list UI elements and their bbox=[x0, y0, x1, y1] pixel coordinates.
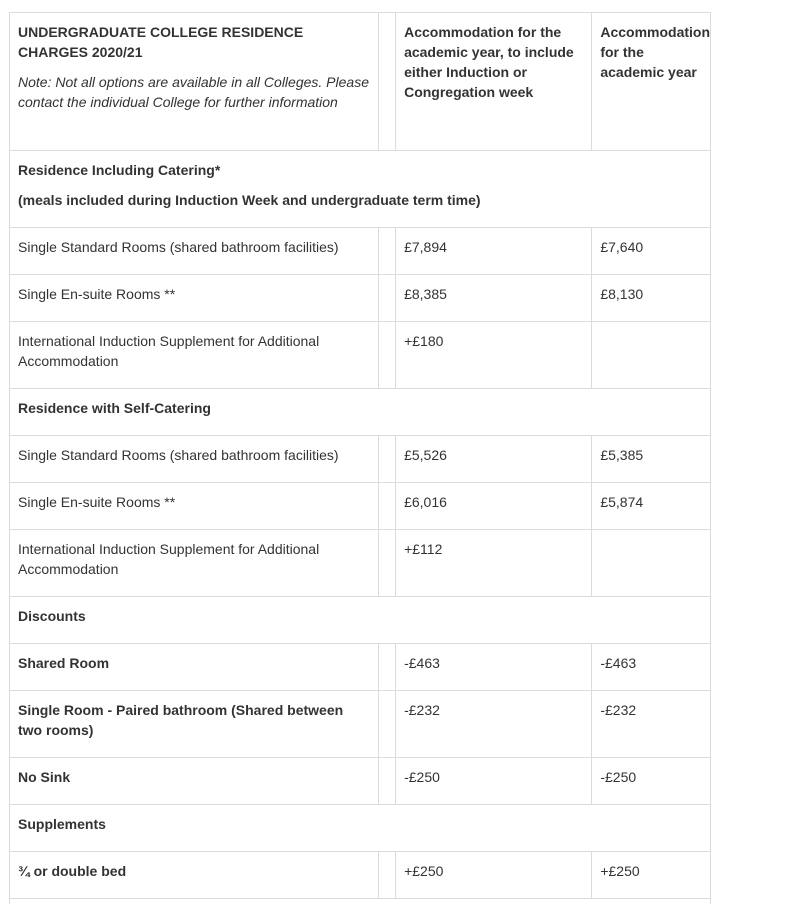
section-row bbox=[10, 805, 711, 852]
section-discounts bbox=[10, 597, 711, 644]
table-row bbox=[10, 275, 711, 322]
row-label: No Sink bbox=[10, 758, 379, 805]
spacer-cell bbox=[378, 13, 395, 151]
spacer-cell bbox=[378, 691, 395, 758]
spacer-cell bbox=[378, 228, 395, 275]
row-academic-value: £7,640 bbox=[592, 228, 711, 275]
spacer-cell bbox=[378, 322, 395, 389]
row-induction-value: -£250 bbox=[396, 758, 592, 805]
section-subtitle: (meals included during Induction Week and undergraduate term time) bbox=[18, 192, 481, 208]
section-title: Supplements bbox=[18, 816, 106, 832]
row-induction-value: £8,385 bbox=[396, 275, 592, 322]
row-induction-value: +£112 bbox=[396, 530, 592, 597]
row-induction-value: £7,894 bbox=[396, 228, 592, 275]
section-supplements bbox=[10, 805, 711, 852]
row-academic-value bbox=[592, 322, 711, 389]
row-academic-value: £8,130 bbox=[592, 275, 711, 322]
row-induction-value: -£232 bbox=[396, 691, 592, 758]
spacer-cell bbox=[378, 758, 395, 805]
section-catering bbox=[10, 151, 711, 228]
row-label: Shared Room bbox=[10, 644, 379, 691]
row-label: Single Standard Rooms (shared bathroom facilities) bbox=[10, 436, 379, 483]
table-row bbox=[10, 228, 711, 275]
row-academic-value: -£232 bbox=[592, 691, 711, 758]
row-induction-value: £6,016 bbox=[396, 483, 592, 530]
spacer-cell bbox=[378, 530, 395, 597]
cut-off-cell bbox=[10, 899, 711, 905]
spacer-cell bbox=[378, 644, 395, 691]
residence-charges-table bbox=[9, 12, 711, 904]
section-title: Discounts bbox=[18, 608, 86, 624]
header-title-cell bbox=[10, 13, 379, 151]
row-label: International Induction Supplement for Additional Accommodation bbox=[10, 530, 379, 597]
table-title: UNDERGRADUATE COLLEGE RESIDENCE CHARGES 2020/21 bbox=[18, 24, 304, 60]
section-row bbox=[10, 597, 711, 644]
table-note: Note: Not all options are available in all Colleges. Please contact the individual College for further information bbox=[18, 74, 369, 110]
spacer-cell bbox=[378, 275, 395, 322]
row-label: Single En-suite Rooms ** bbox=[10, 275, 379, 322]
row-label: Single Standard Rooms (shared bathroom facilities) bbox=[10, 228, 379, 275]
row-label: International Induction Supplement for Additional Accommodation bbox=[10, 322, 379, 389]
section-row bbox=[10, 389, 711, 436]
row-academic-value: £5,385 bbox=[592, 436, 711, 483]
table-row-cut-off bbox=[10, 899, 711, 905]
spacer-cell bbox=[378, 852, 395, 899]
row-label: ¾ or double bed bbox=[10, 852, 379, 899]
table-row bbox=[10, 758, 711, 805]
row-induction-value: +£180 bbox=[396, 322, 592, 389]
row-induction-value: +£250 bbox=[396, 852, 592, 899]
section-self-catering bbox=[10, 389, 711, 436]
table-row bbox=[10, 436, 711, 483]
column-header-induction: Accommodation for the academic year, to include either Induction or Congregation week bbox=[396, 13, 592, 151]
table-row bbox=[10, 530, 711, 597]
section-row bbox=[10, 151, 711, 228]
table-row bbox=[10, 852, 711, 899]
spacer-cell bbox=[378, 483, 395, 530]
row-induction-value: -£463 bbox=[396, 644, 592, 691]
row-academic-value: £5,874 bbox=[592, 483, 711, 530]
table-header-row bbox=[10, 13, 711, 151]
row-label: Single En-suite Rooms ** bbox=[10, 483, 379, 530]
row-academic-value: -£463 bbox=[592, 644, 711, 691]
table-row bbox=[10, 322, 711, 389]
spacer-cell bbox=[378, 436, 395, 483]
row-induction-value: £5,526 bbox=[396, 436, 592, 483]
row-academic-value: -£250 bbox=[592, 758, 711, 805]
section-title: Residence Including Catering* bbox=[18, 162, 221, 178]
row-academic-value bbox=[592, 530, 711, 597]
table-row bbox=[10, 483, 711, 530]
column-header-academic: Accommodation for the academic year bbox=[592, 13, 711, 151]
table-row bbox=[10, 644, 711, 691]
row-academic-value: +£250 bbox=[592, 852, 711, 899]
row-label: Single Room - Paired bathroom (Shared between two rooms) bbox=[10, 691, 379, 758]
section-title: Residence with Self-Catering bbox=[18, 400, 211, 416]
table-row bbox=[10, 691, 711, 758]
